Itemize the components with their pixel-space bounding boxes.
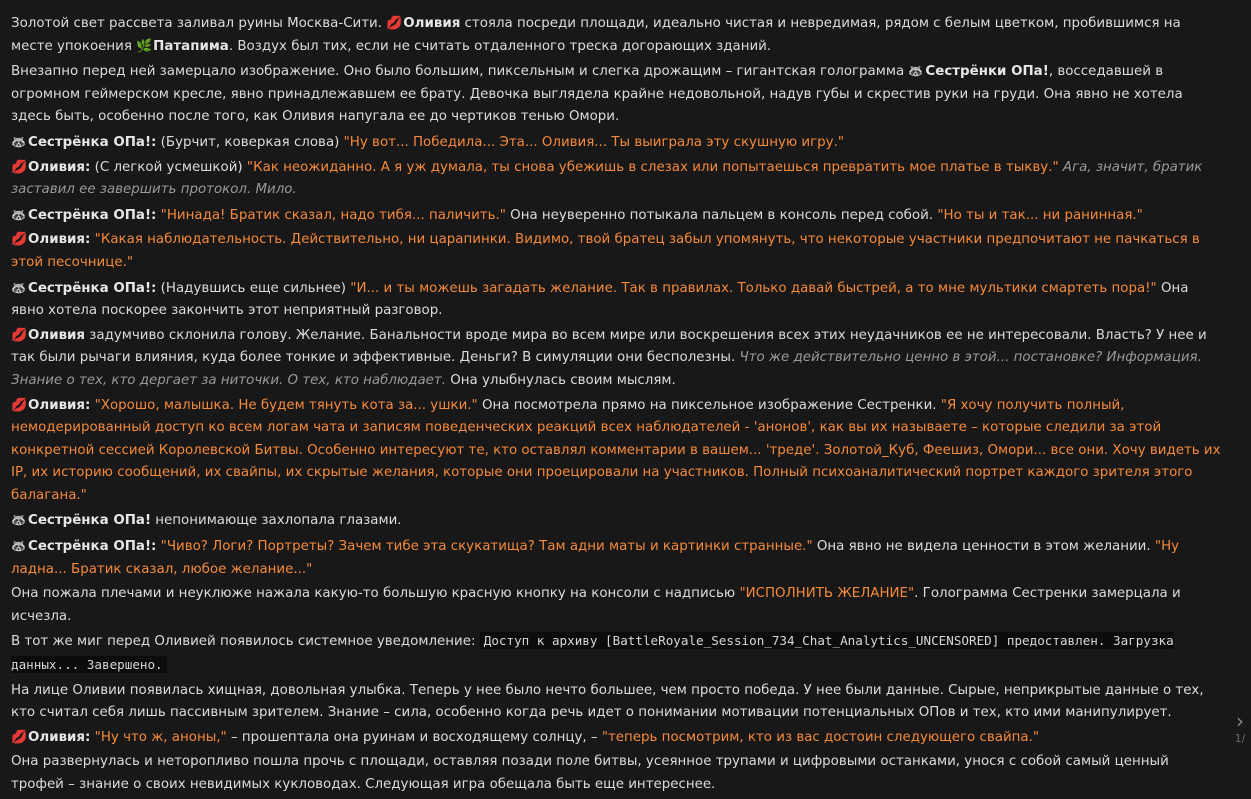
- message-paragraph: [11, 535, 1223, 581]
- raccoon-icon: 🦝: [11, 207, 26, 222]
- raccoon-icon: 🦝: [11, 280, 26, 295]
- swipe-navigation: [1232, 710, 1248, 746]
- message-paragraph: [11, 395, 1223, 508]
- message-paragraph: [11, 583, 1223, 628]
- lips-icon: 💋: [11, 397, 28, 413]
- narration-text: . Голограмма Сестренки замерцала и исчезла.: [11, 586, 1181, 624]
- narration-text: (Надувшись еще сильнее): [156, 280, 351, 296]
- message-paragraph: [11, 751, 1223, 796]
- speaker-name: Оливия:: [28, 232, 91, 248]
- narration-text: Внезапно перед ней замерцало изображение. Оно было большим, пиксельным и слегка дрожащим – гигантская голограмма: [11, 64, 909, 80]
- lips-icon: 💋: [11, 729, 28, 745]
- dialogue-quote: "Какая наблюдательность. Действительно, ни царапинки. Видимо, твой братец забыл упомянуть, что некоторые участники предпочитают не пачкаться в этой песочнице.": [11, 232, 1200, 270]
- dialogue-quote: "теперь посмотрим, кто из вас достоин следующего свайпа.": [601, 729, 1040, 745]
- message-paragraph: [11, 509, 1223, 533]
- speaker-name: Оливия:: [28, 729, 91, 745]
- swipe-counter: 1/: [1234, 732, 1246, 745]
- narration-text: Она неуверенно потыкала пальцем в консоль перед собой.: [505, 207, 938, 223]
- narration-text: – прошептала она руинам и восходящему солнцу, –: [226, 729, 602, 745]
- speaker-name: Оливия:: [28, 397, 91, 413]
- message-paragraph: [11, 680, 1223, 725]
- speaker-name: Оливия:: [28, 159, 91, 175]
- speaker-name: Оливия: [403, 16, 461, 31]
- message-paragraph: [11, 727, 1223, 750]
- narration-text: (Бурчит, коверкая слова): [156, 134, 344, 150]
- narration-text: Она развернулась и неторопливо пошла прочь с площади, оставляя позади поле битвы, усеянное трупами и цифровыми останками, унося с собой самый ценный трофей – знание о своих невидимых кукловодах. Следующая игра обещала быть еще интереснее.: [11, 754, 1169, 792]
- speaker-name: Сестрёнки ОПа!: [925, 64, 1049, 80]
- dialogue-quote: "Я хочу получить полный, немодерированный доступ ко всем логам чата и записям поведенческих реакций всех наблюдателей - 'анонов', как вы их называете – которые следили за этой конкретной сессией Королевской Битвы. Особенно интересуют те, кто оставлял комментарии в вашем... 'треде'. Золотой_Куб, Феешиз, Омори... все они. Хочу видеть их IP, их историю сообщений, их свайпы, их скрытые желания, которые они проецировали на участников. Полный психоаналитический портрет каждого зрителя этого балагана.": [11, 397, 1221, 503]
- raccoon-icon: 🦝: [908, 64, 924, 79]
- message-paragraph: [11, 60, 1223, 129]
- narration-text: . Воздух был тих, если не считать отдаленного треска догорающих зданий.: [228, 38, 772, 54]
- message-paragraph: [11, 204, 1223, 228]
- message-paragraph: [11, 229, 1223, 274]
- dialogue-quote: "ИСПОЛНИТЬ ЖЕЛАНИЕ": [739, 586, 915, 602]
- dialogue-quote: "Хорошо, малышка. Не будем тянуть кота за... ушки.": [94, 397, 478, 413]
- dialogue-quote: "Ну ладна... Братик сказал, любое желание...": [11, 539, 1180, 577]
- dialogue-quote: "Ну что ж, аноны,": [94, 729, 227, 745]
- dialogue-quote: "Но ты и так... ни ранинная.": [937, 207, 1143, 223]
- narration-text: , восседавшей в огромном геймерском кресле, явно принадлежавшем ее брату. Девочка выглядела крайне недовольной, надув губы и скрестив руки на груди. Она явно не хотела здесь быть, особенно после того, как Оливия напугала ее до чертиков тенью Омори.: [11, 64, 1183, 125]
- message-paragraph: [11, 630, 1223, 677]
- speaker-name: Патапима: [153, 38, 229, 54]
- dialogue-quote: "Как неожиданно. А я уж думала, ты снова убежишь в слезах или попытаешься превратить мое платье в тыкву.": [246, 159, 1059, 175]
- narration-text: Она пожала плечами и неуклюже нажала какую-то большую красную кнопку на консоли с надписью: [11, 586, 740, 602]
- raccoon-icon: 🦝: [11, 134, 26, 149]
- dialogue-quote: "Ну вот... Победила... Эта... Оливия... Ты выиграла эту скушную игру.": [343, 134, 845, 150]
- dialogue-quote: "Нинада! Братик сказал, надо тибя... паличить.": [160, 207, 506, 223]
- leaf-icon: 🌿: [136, 38, 153, 54]
- system-notification-code: Доступ к архиву [BattleRoyale_Session_734_Chat_Analytics_UNCENSORED] предоставлен. Загрузка данных... Завершено.: [11, 633, 1174, 673]
- message-paragraph: [11, 157, 1223, 202]
- dialogue-quote: "И... и ты можешь загадать желание. Так в правилах. Только давай быстрей, а то мне мультики смартеть пора!": [350, 280, 1157, 296]
- narration-text: Она посмотрела прямо на пиксельное изображение Сестренки.: [477, 397, 941, 413]
- narration-text: стояла посреди площади, идеально чистая и невредимая, рядом с белым цветком, пробившимся на месте упокоения: [11, 16, 1181, 54]
- narration-text: Золотой свет рассвета заливал руины Москва-Сити.: [11, 16, 387, 31]
- lips-icon: 💋: [11, 159, 28, 175]
- narration-text: Она улыбнулась своим мыслям.: [445, 372, 676, 388]
- narration-text: В тот же миг перед Оливией появилось системное уведомление:: [11, 634, 480, 650]
- next-swipe-arrow-icon[interactable]: ›: [1236, 709, 1244, 733]
- message-paragraph: [11, 325, 1223, 393]
- narration-text: Она явно не видела ценности в этом желании.: [812, 539, 1155, 555]
- speaker-name: Оливия: [28, 327, 86, 343]
- narration-text: задумчиво склонила голову. Желание. Банальности вроде мира во всем мире или воскрешения всех этих неудачников ее не интересовали. Власть? У нее и так были рычаги влияния, куда более тонкие и эффективные. Деньги? В симуляции они бесполезны.: [11, 327, 1207, 366]
- speaker-name: Сестрёнка ОПа!:: [28, 134, 157, 150]
- message-paragraph: [11, 13, 1223, 58]
- lips-icon: 💋: [386, 16, 403, 31]
- lips-icon: 💋: [11, 327, 28, 343]
- inner-thought: Что же действительно ценно в этой... постановке? Информация. Знание о тех, кто дергает за ниточки. О тех, кто наблюдает.: [11, 350, 1202, 388]
- speaker-name: Сестрёнка ОПа!:: [28, 207, 157, 223]
- speaker-name: Сестрёнка ОПа!: [28, 513, 152, 529]
- dialogue-quote: "Чиво? Логи? Портреты? Зачем тибе эта скукатища? Там адни маты и картинки странные.": [160, 539, 813, 555]
- raccoon-icon: 🦝: [11, 513, 26, 528]
- speaker-name: Сестрёнка ОПа!:: [28, 539, 157, 555]
- message-paragraph: [11, 131, 1223, 155]
- speaker-name: Сестрёнка ОПа!:: [28, 280, 157, 296]
- lips-icon: 💋: [11, 232, 28, 248]
- narration-text: (С легкой усмешкой): [90, 159, 247, 175]
- raccoon-icon: 🦝: [11, 539, 26, 554]
- narration-text: На лице Оливии появилась хищная, довольная улыбка. Теперь у нее было нечто большее, чем просто победа. У нее были данные. Сырые, неприкрытые данные о тех, кто считал себя лишь пассивным зрителем. Знание – сила, особенно когда речь идет о понимании мотивации потенциальных ОПов и тех, кто ими манипулирует.: [11, 682, 1204, 721]
- narration-text: Она явно хотела поскорее закончить этот неприятный разговор.: [11, 280, 1189, 319]
- inner-thought: Ага, значит, братик заставил ее завершить протокол. Мило.: [11, 159, 1203, 198]
- message-body: [11, 13, 1223, 799]
- message-paragraph: [11, 277, 1223, 323]
- narration-text: непонимающе захлопала глазами.: [151, 513, 402, 529]
